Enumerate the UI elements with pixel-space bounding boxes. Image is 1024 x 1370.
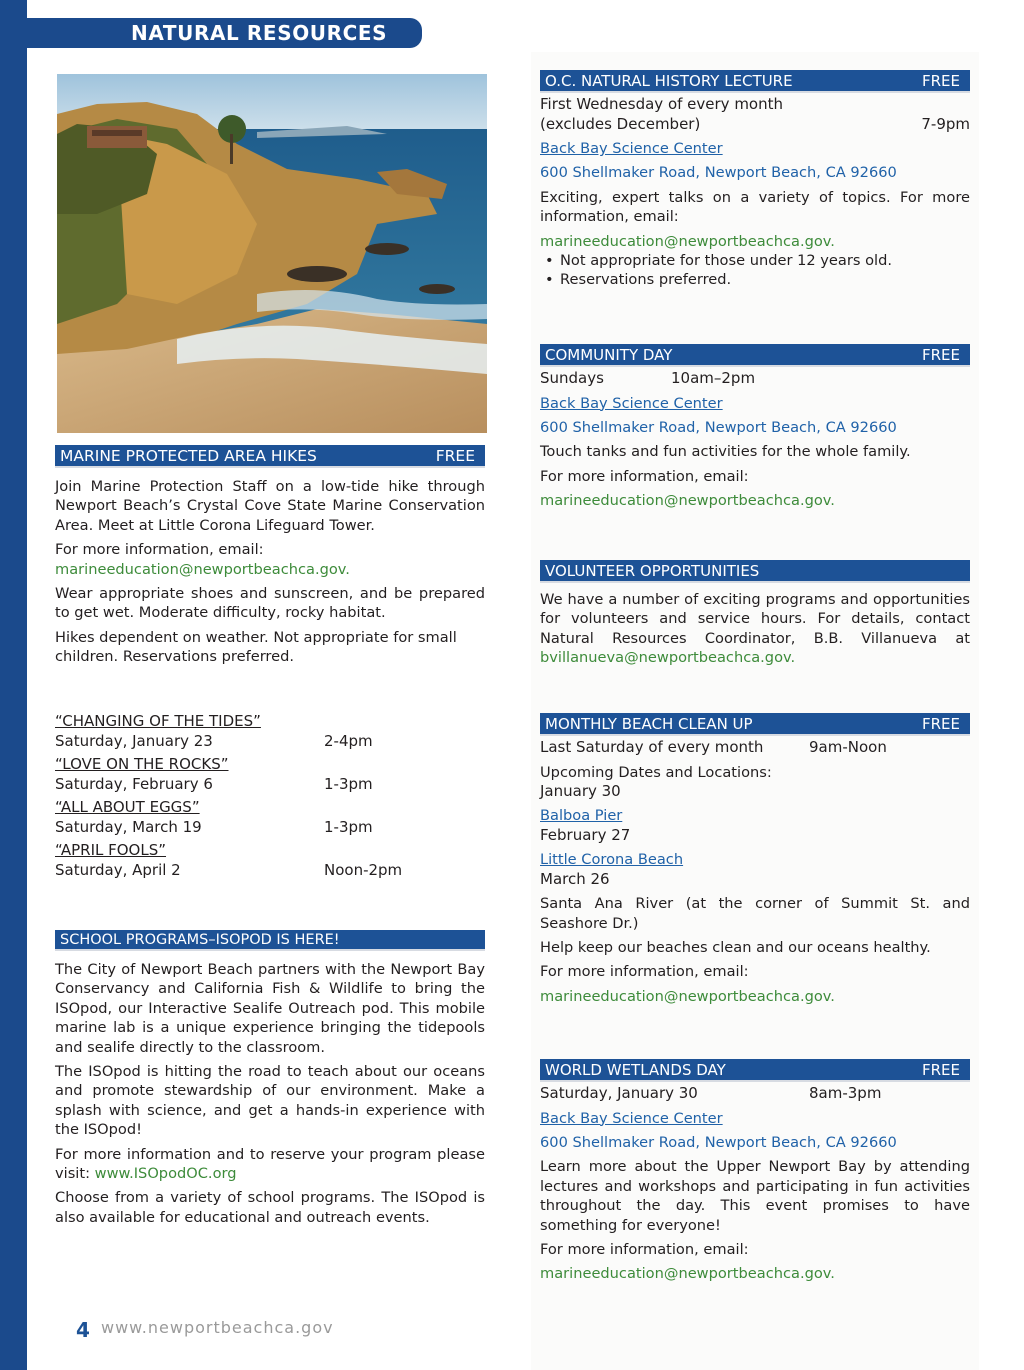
- hike-title-link[interactable]: “APRIL FOOLS”: [55, 841, 167, 859]
- cleanup-date: March 26: [540, 869, 610, 888]
- hike-time: Noon-2pm: [324, 860, 403, 879]
- hike-schedule: [55, 712, 485, 880]
- venue-link[interactable]: Back Bay Science Center: [540, 1109, 723, 1127]
- page-number: 4: [76, 1318, 90, 1342]
- school-mission: The ISOpod is hitting the road to teach about our oceans and promote stewardship of our environment. Make a splash with science, and get a hands-in experience with the ISOpod!: [55, 1063, 485, 1139]
- contact-email-link[interactable]: marineeducation@newportbeachca.gov.: [540, 1265, 835, 1283]
- contact-email-link[interactable]: marineeducation@newportbeachca.gov.: [540, 232, 835, 250]
- cleanup-date: February 27: [540, 825, 631, 844]
- isopod-website-link[interactable]: www.ISOpodOC.org: [94, 1165, 237, 1183]
- community-day-header: COMMUNITY DAY FREE: [540, 344, 970, 367]
- marine-hikes-section: [55, 445, 485, 667]
- hike-date-row: Saturday, January 23 2-4pm: [55, 731, 373, 750]
- free-badge: FREE: [921, 715, 960, 733]
- more-info-label: For more information, email:: [540, 467, 749, 485]
- community-schedule: Sundays 10am–2pm: [540, 369, 756, 387]
- volunteer-header: VOLUNTEER OPPORTUNITIES: [540, 560, 970, 583]
- community-description: Touch tanks and fun activities for the whole family.: [540, 443, 911, 461]
- school-programs-header: SCHOOL PROGRAMS–ISOPOD IS HERE!: [55, 930, 485, 951]
- hike-time: 1-3pm: [324, 817, 373, 836]
- lecture-description: Exciting, expert talks on a variety of topics. For more information, email:: [540, 188, 970, 226]
- section-title: NATURAL RESOURCES: [131, 21, 388, 45]
- cleanup-location-link[interactable]: Balboa Pier: [540, 807, 623, 825]
- venue-address: 600 Shellmaker Road, Newport Beach, CA 92660: [540, 418, 897, 436]
- free-badge: FREE: [921, 72, 960, 90]
- left-accent-bar: [0, 0, 27, 1370]
- wetlands-description: Learn more about the Upper Newport Bay by attending lectures and workshops and participating in fun activities throughout the day. This event promises to have something for everyone!: [540, 1158, 970, 1234]
- lecture-schedule: First Wednesday of every month: [540, 95, 784, 113]
- hike-time: 2-4pm: [324, 731, 373, 750]
- venue-link[interactable]: Back Bay Science Center: [540, 140, 723, 157]
- school-intro: The City of Newport Beach partners with the Newport Bay Conservancy and California Fish & Wildlife to bring the ISOpod, our Interactive Sealife Outreach pod. This mobile marine lab is a unique experience bringing the tidepools and sealife directly to the classroom.: [55, 961, 485, 1056]
- list-item: • Not appropriate for those under 12 years old.: [545, 251, 970, 270]
- lecture-section: [540, 70, 970, 290]
- wetlands-schedule: Saturday, January 30 8am-3pm: [540, 1084, 882, 1102]
- upcoming-label: Upcoming Dates and Locations:: [540, 763, 772, 781]
- cleanup-location: Santa Ana River (at the corner of Summit St. and Seashore Dr.): [540, 895, 970, 932]
- hike-entry: [55, 841, 485, 880]
- beach-cleanup-section: [540, 713, 970, 1006]
- contact-email-link[interactable]: marineeducation@newportbeachca.gov.: [55, 560, 350, 578]
- footer-website-link[interactable]: www.newportbeachca.gov: [101, 1318, 334, 1337]
- hike-date-row: Saturday, April 2 Noon-2pm: [55, 860, 403, 879]
- section-title-tab: [27, 18, 422, 48]
- volunteer-section: [540, 560, 970, 668]
- lecture-header: O.C. NATURAL HISTORY LECTURE FREE: [540, 70, 970, 93]
- list-item: • Reservations preferred.: [545, 270, 970, 289]
- free-badge: FREE: [921, 1061, 960, 1079]
- school-reserve: For more information and to reserve your program please visit: www.ISOpodOC.org: [55, 1145, 485, 1183]
- wetlands-time: 8am-3pm: [809, 1084, 882, 1102]
- hike-entry: [55, 712, 485, 751]
- hike-title-link[interactable]: “LOVE ON THE ROCKS”: [55, 755, 229, 773]
- lecture-time: 7-9pm: [921, 114, 970, 133]
- volunteer-description: We have a number of exciting programs and opportunities for volunteers and service hours. For details, contact Natural Resources Coordinator, B.B. Villanueva at bvillanueva@newportbeachca.gov.: [540, 591, 970, 667]
- school-outro: Choose from a variety of school programs. The ISOpod is also available for educational and outreach events.: [55, 1189, 485, 1226]
- cleanup-location-link[interactable]: Little Corona Beach: [540, 851, 684, 869]
- venue-address: 600 Shellmaker Road, Newport Beach, CA 92660: [540, 164, 897, 182]
- hike-date-row: Saturday, February 6 1-3pm: [55, 774, 373, 793]
- more-info-label: For more information, email:: [55, 541, 264, 559]
- contact-email-link[interactable]: marineeducation@newportbeachca.gov.: [540, 987, 835, 1005]
- marine-hikes-gear-note: Wear appropriate shoes and sunscreen, and be prepared to get wet. Moderate difficulty, rocky habitat.: [55, 585, 485, 622]
- cleanup-schedule: Last Saturday of every month 9am-Noon: [540, 738, 887, 756]
- marine-hikes-weather-note: Hikes dependent on weather. Not appropriate for small children. Reservations preferred.: [55, 628, 457, 666]
- volunteer-email-link[interactable]: bvillanueva@newportbeachca.gov.: [540, 649, 796, 667]
- hike-time: 1-3pm: [324, 774, 373, 793]
- hike-entry: [55, 755, 485, 794]
- community-day-section: [540, 344, 970, 511]
- hike-date-row: Saturday, March 19 1-3pm: [55, 817, 373, 836]
- cleanup-date: January 30: [540, 781, 621, 800]
- cleanup-tagline: Help keep our beaches clean and our oceans healthy.: [540, 939, 931, 957]
- cleanup-time: 9am-Noon: [809, 738, 887, 756]
- community-time: 10am–2pm: [671, 369, 756, 387]
- contact-email-link[interactable]: marineeducation@newportbeachca.gov.: [540, 492, 835, 510]
- venue-link[interactable]: Back Bay Science Center: [540, 394, 723, 412]
- free-badge: FREE: [921, 346, 960, 364]
- more-info-label: For more information, email:: [540, 963, 749, 981]
- more-info-label: For more information, email:: [540, 1240, 749, 1258]
- coastal-cliff-photo: [57, 74, 487, 433]
- beach-cleanup-header: MONTHLY BEACH CLEAN UP FREE: [540, 713, 970, 736]
- hike-title-link[interactable]: “CHANGING OF THE TIDES”: [55, 712, 261, 730]
- lecture-notes: [540, 251, 970, 290]
- hike-entry: [55, 798, 485, 837]
- lecture-schedule-note: (excludes December) 7-9pm: [540, 114, 970, 133]
- venue-address: 600 Shellmaker Road, Newport Beach, CA 92660: [540, 1133, 897, 1151]
- school-programs-section: [55, 930, 485, 1227]
- free-badge: FREE: [435, 447, 475, 465]
- wetlands-header: WORLD WETLANDS DAY FREE: [540, 1059, 970, 1082]
- wetlands-day-section: [540, 1059, 970, 1284]
- marine-hikes-intro: Join Marine Protection Staff on a low-tide hike through Newport Beach’s Crystal Cove State Marine Conservation Area. Meet at Little Corona Lifeguard Tower.: [55, 478, 485, 534]
- hike-title-link[interactable]: “ALL ABOUT EGGS”: [55, 798, 200, 816]
- marine-hikes-header: MARINE PROTECTED AREA HIKES FREE: [55, 445, 485, 468]
